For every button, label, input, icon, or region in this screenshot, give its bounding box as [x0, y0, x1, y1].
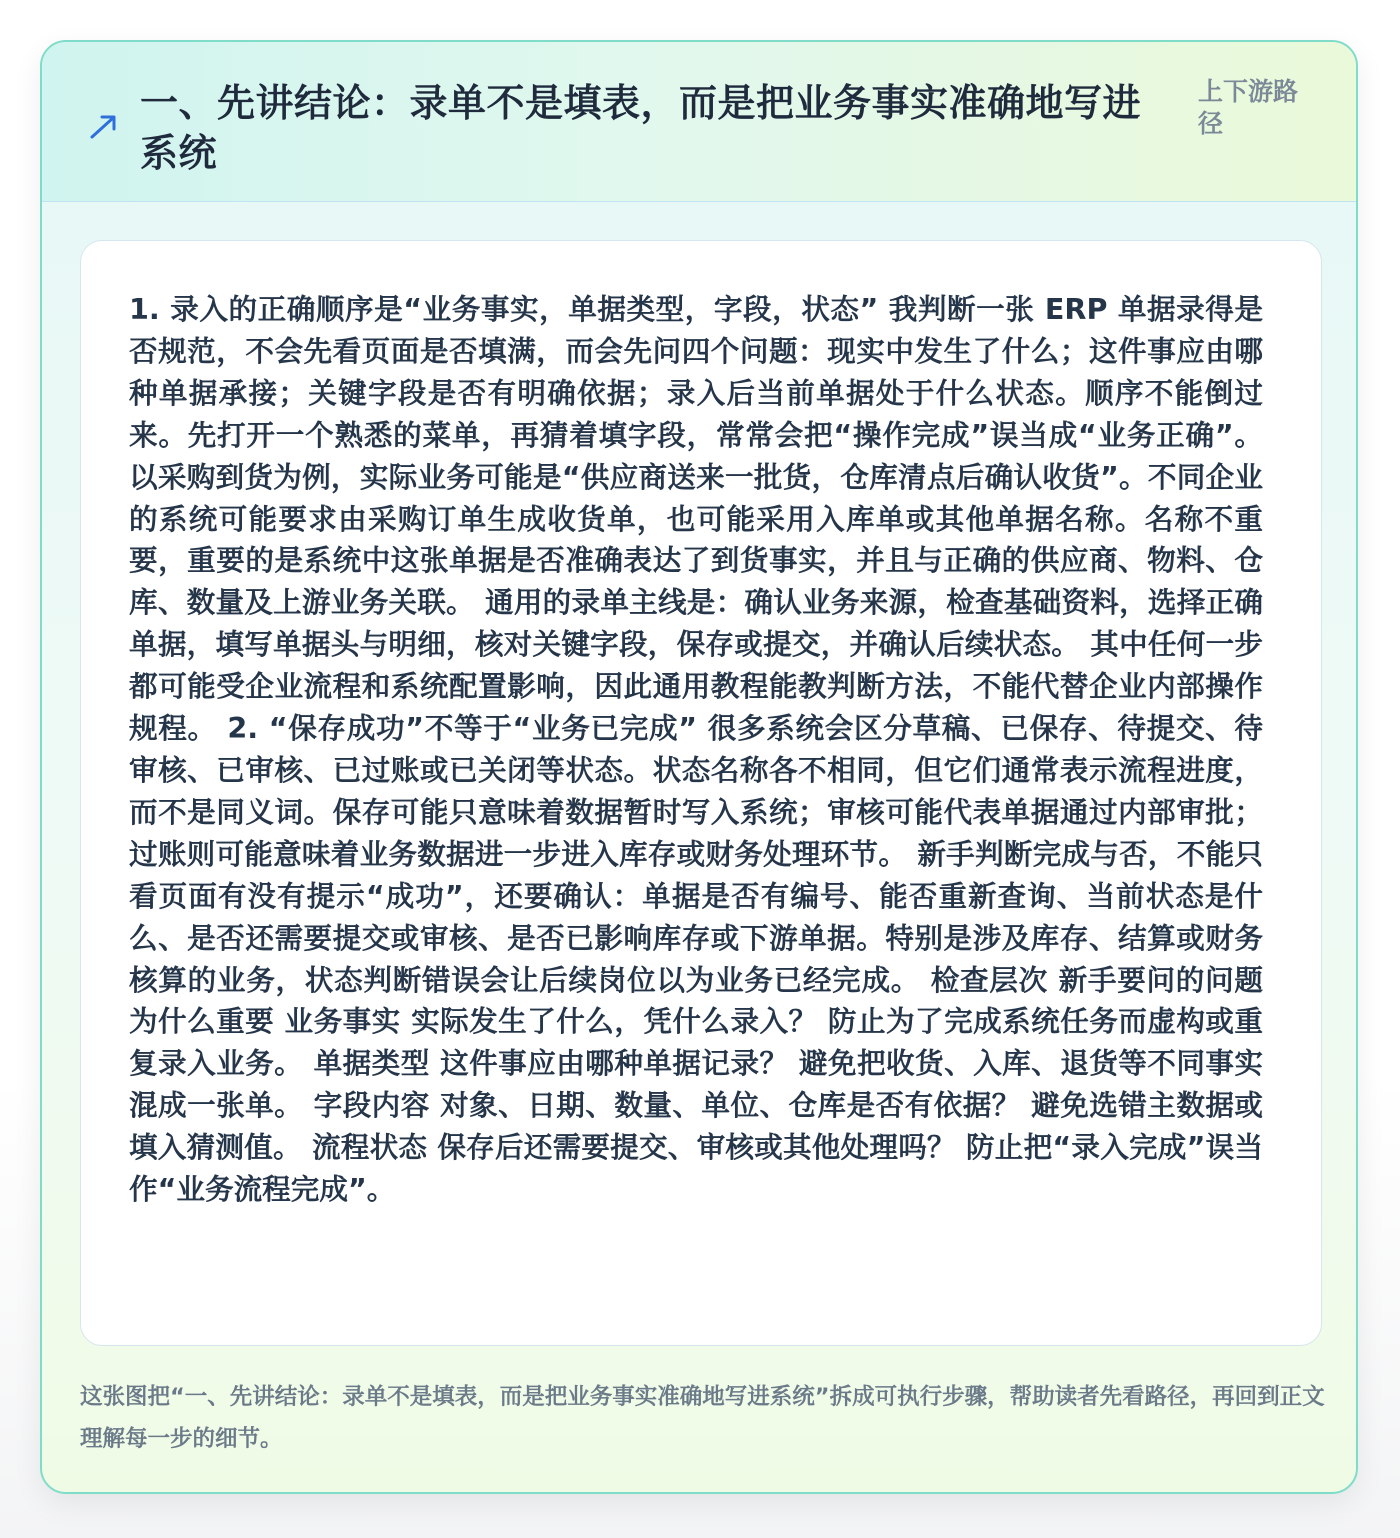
- content-panel: [80, 240, 1322, 1346]
- article-card: [40, 40, 1358, 1494]
- path-tag: 上下游路径: [1198, 77, 1299, 138]
- figure-caption: 这张图把“一、先讲结论：录单不是填表，而是把业务事实准确地写进系统”拆成可执行步骤，帮助读者先看路径，再回到正文理解每一步的细节。: [80, 1384, 1325, 1452]
- card-header: [42, 42, 1356, 202]
- arrow-up-right-icon: [86, 108, 122, 144]
- body-text: 1. 录入的正确顺序是“业务事实，单据类型，字段，状态” 我判断一张 ERP 单据录得是否规范，不会先看页面是否填满，而会先问四个问题：现实中发生了什么；这件事应由哪种单据承接；关键字段是否有明确依据；录入后当前单据处于什么状态。顺序不能倒过来。先打开一个熟悉的菜单，再猜着填字段，常常会把“操作完成”误当成“业务正确”。 以采购到货为例，实际业务可能是“供应商送来一批货，仓库清点后确认收货”。不同企业的系统可能要求由采购订单生成收货单，也可能采用入库单或其他单据名称。名称不重要，重要的是系统中这张单据是否准确表达了到货事实，并且与正确的供应商、物料、仓库、数量及上游业务关联。 通用的录单主线是：确认业务来源，检查基础资料，选择正确单据，填写单据头与明细，核对关键字段，保存或提交，并确认后续状态。 其中任何一步都可能受企业流程和系统配置影响，因此通用教程能教判断方法，不能代替企业内部操作规程。 2. “保存成功”不等于“业务已完成” 很多系统会区分草稿、已保存、待提交、待审核、已审核、已过账或已关闭等状态。状态名称各不相同，但它们通常表示流程进度，而不是同义词。保存可能只意味着数据暂时写入系统；审核可能代表单据通过内部审批；过账则可能意味着业务数据进一步进入库存或财务处理环节。 新手判断完成与否，不能只看页面有没有提示“成功”，还要确认：单据是否有编号、能否重新查询、当前状态是什么、是否还需要提交或审核、是否已影响库存或下游单据。特别是涉及库存、结算或财务核算的业务，状态判断错误会让后续岗位以为业务已经完成。 检查层次 新手要问的问题 为什么重要 业务事实 实际发生了什么，凭什么录入？ 防止为了完成系统任务而虚构或重复录入业务。 单据类型 这件事应由哪种单据记录？ 避免把收货、入库、退货等不同事实混成一张单。 字段内容 对象、日期、数量、单位、仓库是否有依据？ 避免选错主数据或填入猜测值。 流程状态 保存后还需要提交、审核或其他处理吗？ 防止把“录入完成”误当作“业务流程完成”。: [129, 292, 1263, 1207]
- card-title: 一、先讲结论：录单不是填表，而是把业务事实准确地写进系统: [140, 81, 1142, 175]
